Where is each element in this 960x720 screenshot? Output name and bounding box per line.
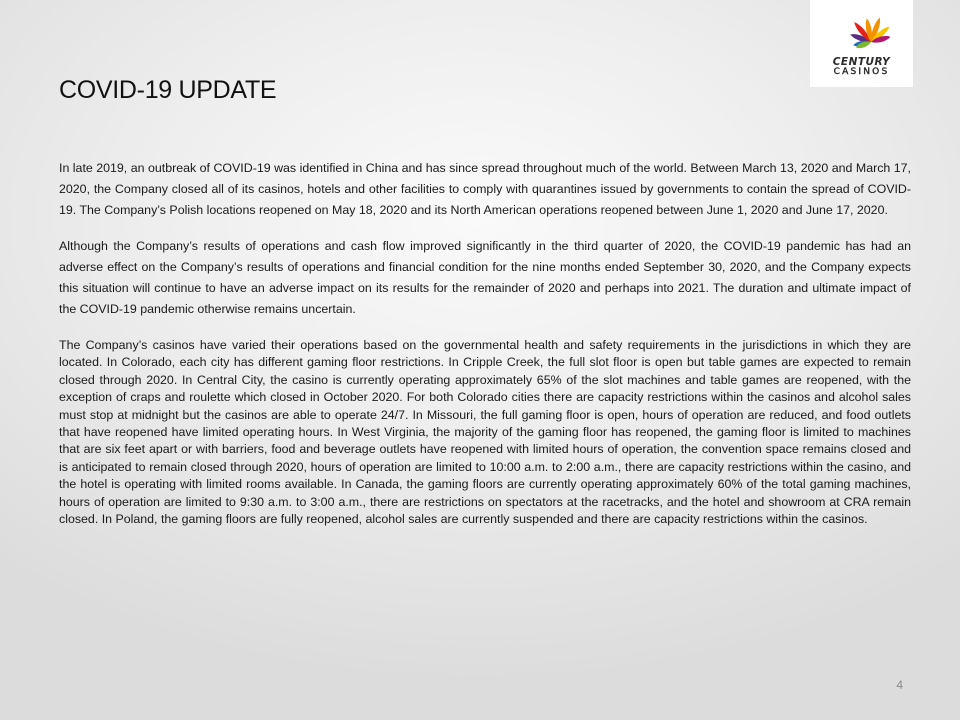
page-number: 4 <box>896 678 903 692</box>
logo-wordmark-casinos: CASINOS <box>833 67 890 77</box>
century-casinos-logo <box>810 0 913 87</box>
paragraph-operations: The Company’s casinos have varied their operations based on the governmental health and safety requirements in the jurisdictions in which they are located. In Colorado, each city has different gaming floor restrictions. In Cripple Creek, the full slot floor is open but table games are expected to remain closed through 2020. In Central City, the casino is currently operating approximately 65% of the slot machines and table games are reopened, with the exception of craps and roulette which closed in October 2020. For both Colorado cities there are capacity restrictions within the casinos and alcohol sales must stop at midnight but the casinos are able to operate 24/7. In Missouri, the full gaming floor is open, hours of operation are reduced, and food outlets that have reopened have limited operating hours. In West Virginia, the majority of the gaming floor has reopened, the gaming floor is limited to machines that are six feet apart or with barriers, food and beverage outlets have reopened with limited hours of operation, the convention space remains closed and is anticipated to remain closed through 2020, hours of operation are limited to 10:00 a.m. to 2:00 a.m., there are capacity restrictions within the casino, and the hotel is operating with limited rooms available. In Canada, the gaming floors are currently operating approximately 60% of the total gaming machines, hours of operation are limited to 9:30 a.m. to 3:00 a.m., there are restrictions on spectators at the racetracks, and the hotel and showroom at CRA remain closed. In Poland, the gaming floors are fully reopened, alcohol sales are currently suspended and there are capacity restrictions within the casinos. <box>59 338 911 527</box>
slide-title: COVID-19 UPDATE <box>59 76 277 104</box>
paragraph-financial-impact: Although the Company’s results of operations and cash flow improved significantly in the third quarter of 2020, the COVID-19 pandemic has had an adverse effect on the Company’s results of operations and financial condition for the nine months ended September 30, 2020, and the Company expects this situation will continue to have an adverse impact on its results for the remainder of 2020 and perhaps into 2021. The duration and ultimate impact of the COVID-19 pandemic otherwise remains uncertain. <box>59 239 911 316</box>
starburst-logo-icon <box>810 0 913 60</box>
slide-body <box>59 158 911 528</box>
paragraph-outbreak: In late 2019, an outbreak of COVID-19 was identified in China and has since spread throughout much of the world. Between March 13, 2020 and March 17, 2020, the Company closed all of its casinos, hotels and other facilities to comply with quarantines issued by governments to contain the spread of COVID-19. The Company’s Polish locations reopened on May 18, 2020 and its North American operations reopened between June 1, 2020 and June 17, 2020. <box>59 161 911 217</box>
logo-wordmark-century: CENTURY <box>832 56 891 68</box>
